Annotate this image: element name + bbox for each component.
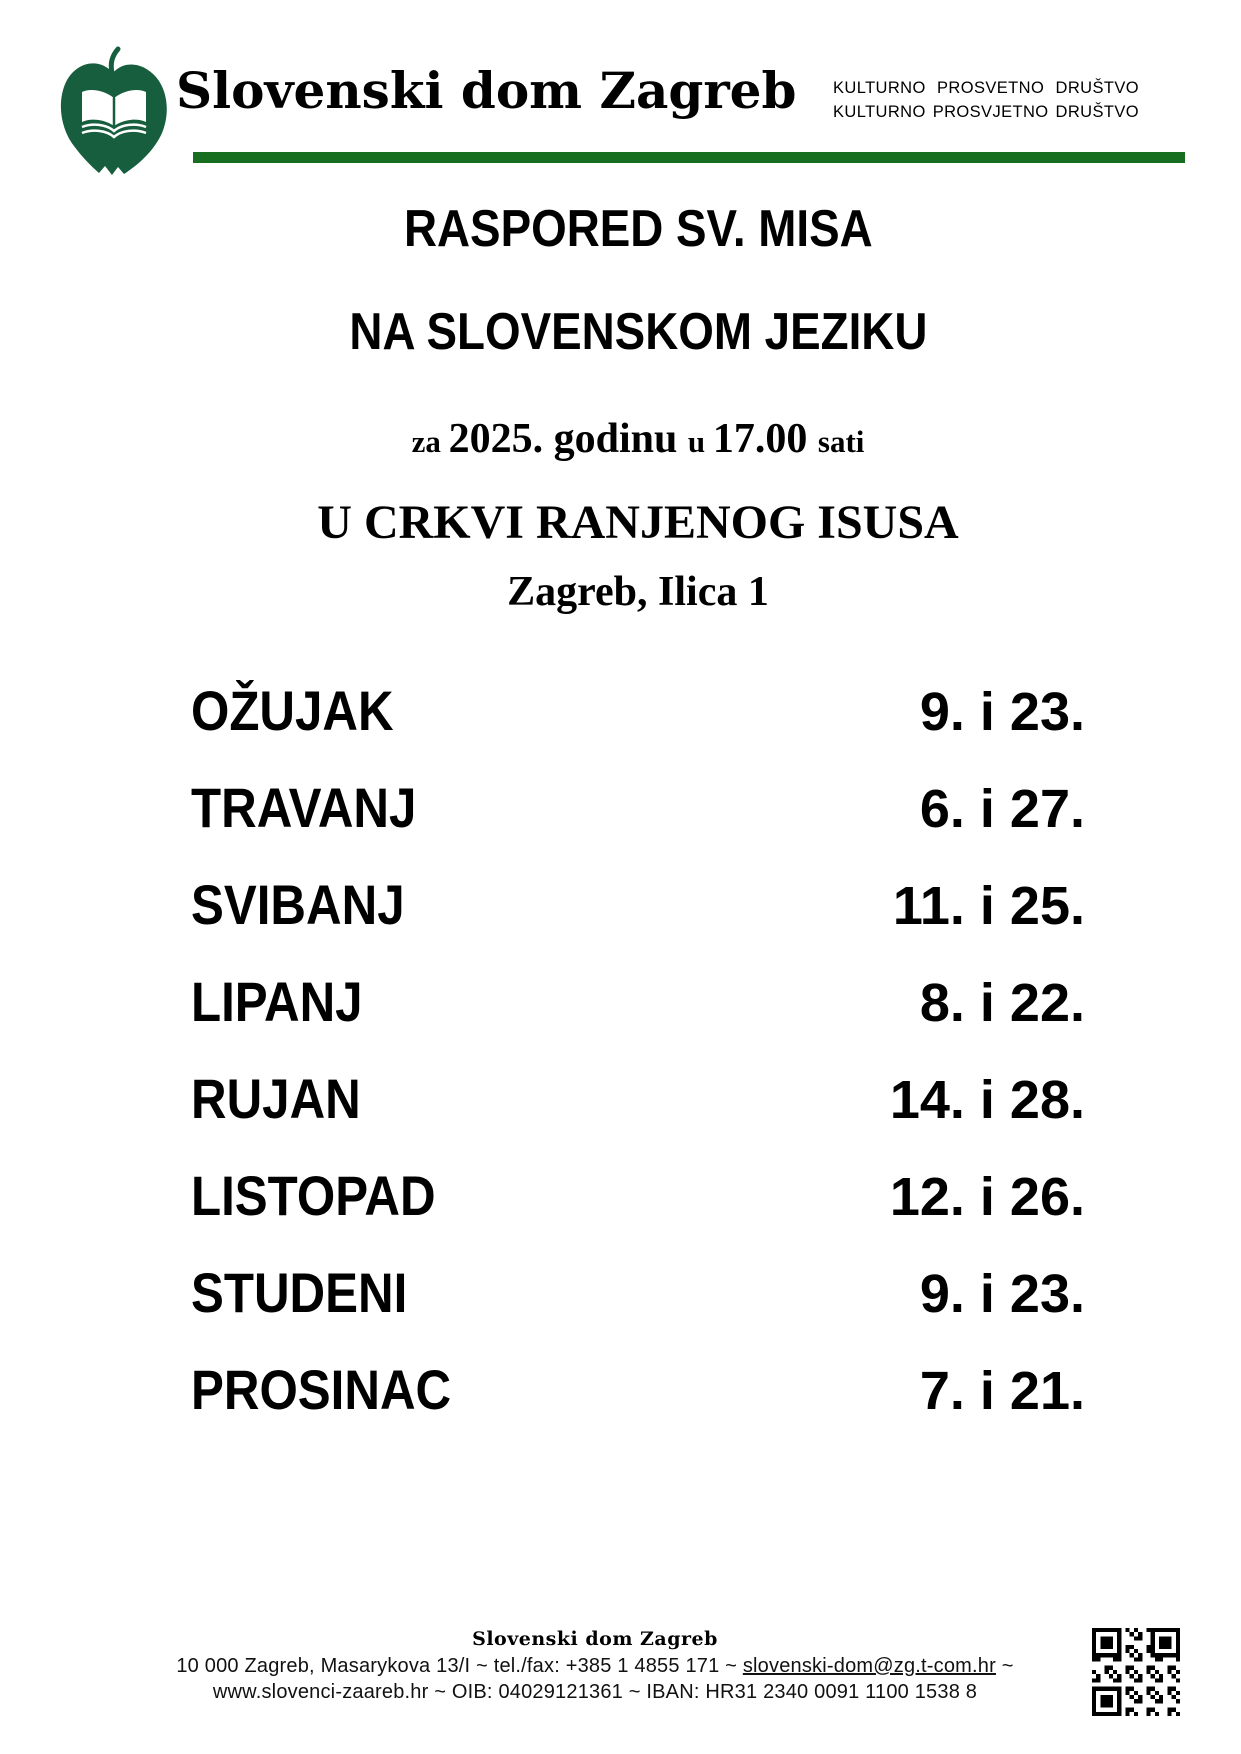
society-word: KULTURNO <box>833 79 926 97</box>
qr-code <box>1092 1628 1180 1719</box>
month-label: STUDENI <box>191 1261 408 1324</box>
schedule-row <box>191 1164 1085 1227</box>
month-label: PROSINAC <box>191 1358 452 1421</box>
subtitle-part: 17.00 <box>712 416 818 462</box>
dates-value: 9. i 23. <box>919 682 1085 742</box>
location-church: U CRKVI RANJENOG ISUSA <box>317 496 959 549</box>
dates-value: 6. i 27. <box>919 779 1085 839</box>
dates-value: 12. i 26. <box>889 1167 1085 1227</box>
schedule-row <box>191 1261 1085 1324</box>
dates-value: 8. i 22. <box>919 973 1085 1033</box>
society-word: PROSVETNO <box>937 79 1045 97</box>
footer-address-post: ~ <box>995 1655 1014 1677</box>
dates-value: 9. i 23. <box>919 1264 1085 1324</box>
month-label: LISTOPAD <box>191 1164 436 1227</box>
subtitle-part: za <box>411 424 449 459</box>
main-title-line-1: RASPORED SV. MISA <box>403 200 873 258</box>
schedule-row <box>191 873 1085 936</box>
footer-address-pre: 10 000 Zagreb, Masarykova 13/I ~ tel./fax: +385 1 4855 171 ~ <box>176 1655 743 1677</box>
footer-address-line <box>0 1656 1190 1676</box>
footer-ids-line: www.slovenci-zaareb.hr ~ OIB: 04029121361 ~ IBAN: HR31 2340 0091 1100 1538 8 <box>212 1681 978 1703</box>
dates-value: 7. i 21. <box>919 1361 1085 1421</box>
month-label: LIPANJ <box>191 970 363 1033</box>
society-word: PROSVJETNO <box>932 103 1049 121</box>
org-name-heading: Slovenski dom Zagreb <box>176 61 797 120</box>
month-label: TRAVANJ <box>191 776 417 839</box>
footer-org-name: Slovenski dom Zagreb <box>472 1628 718 1650</box>
subtitle-part: 2025. godinu <box>448 416 688 462</box>
location-address: Zagreb, Ilica 1 <box>507 569 769 615</box>
subtitle-part: u <box>687 424 713 459</box>
subtitle-part: sati <box>817 424 865 459</box>
month-label: OŽUJAK <box>191 679 394 742</box>
main-title-line-2: NA SLOVENSKOM JEZIKU <box>349 303 927 361</box>
subtitle-year-time <box>191 416 1085 462</box>
dates-value: 11. i 25. <box>892 876 1085 936</box>
schedule-row <box>191 1067 1085 1130</box>
leaf-book-logo-icon <box>55 46 173 178</box>
month-label: RUJAN <box>191 1067 361 1130</box>
society-designation <box>833 80 1139 124</box>
schedule-row <box>191 776 1085 839</box>
email-link[interactable]: slovenski-dom@zg.t-com.hr <box>742 1655 996 1677</box>
society-word: DRUŠTVO <box>1055 103 1139 121</box>
header-divider <box>193 152 1185 163</box>
society-line-2 <box>833 104 1139 121</box>
society-word: DRUŠTVO <box>1055 79 1139 97</box>
dates-value: 14. i 28. <box>889 1070 1085 1130</box>
schedule-row <box>191 1358 1085 1421</box>
schedule-row <box>191 679 1085 742</box>
schedule-row <box>191 970 1085 1033</box>
society-word: KULTURNO <box>833 103 926 121</box>
society-line-1 <box>833 80 1139 97</box>
month-label: SVIBANJ <box>191 873 405 936</box>
